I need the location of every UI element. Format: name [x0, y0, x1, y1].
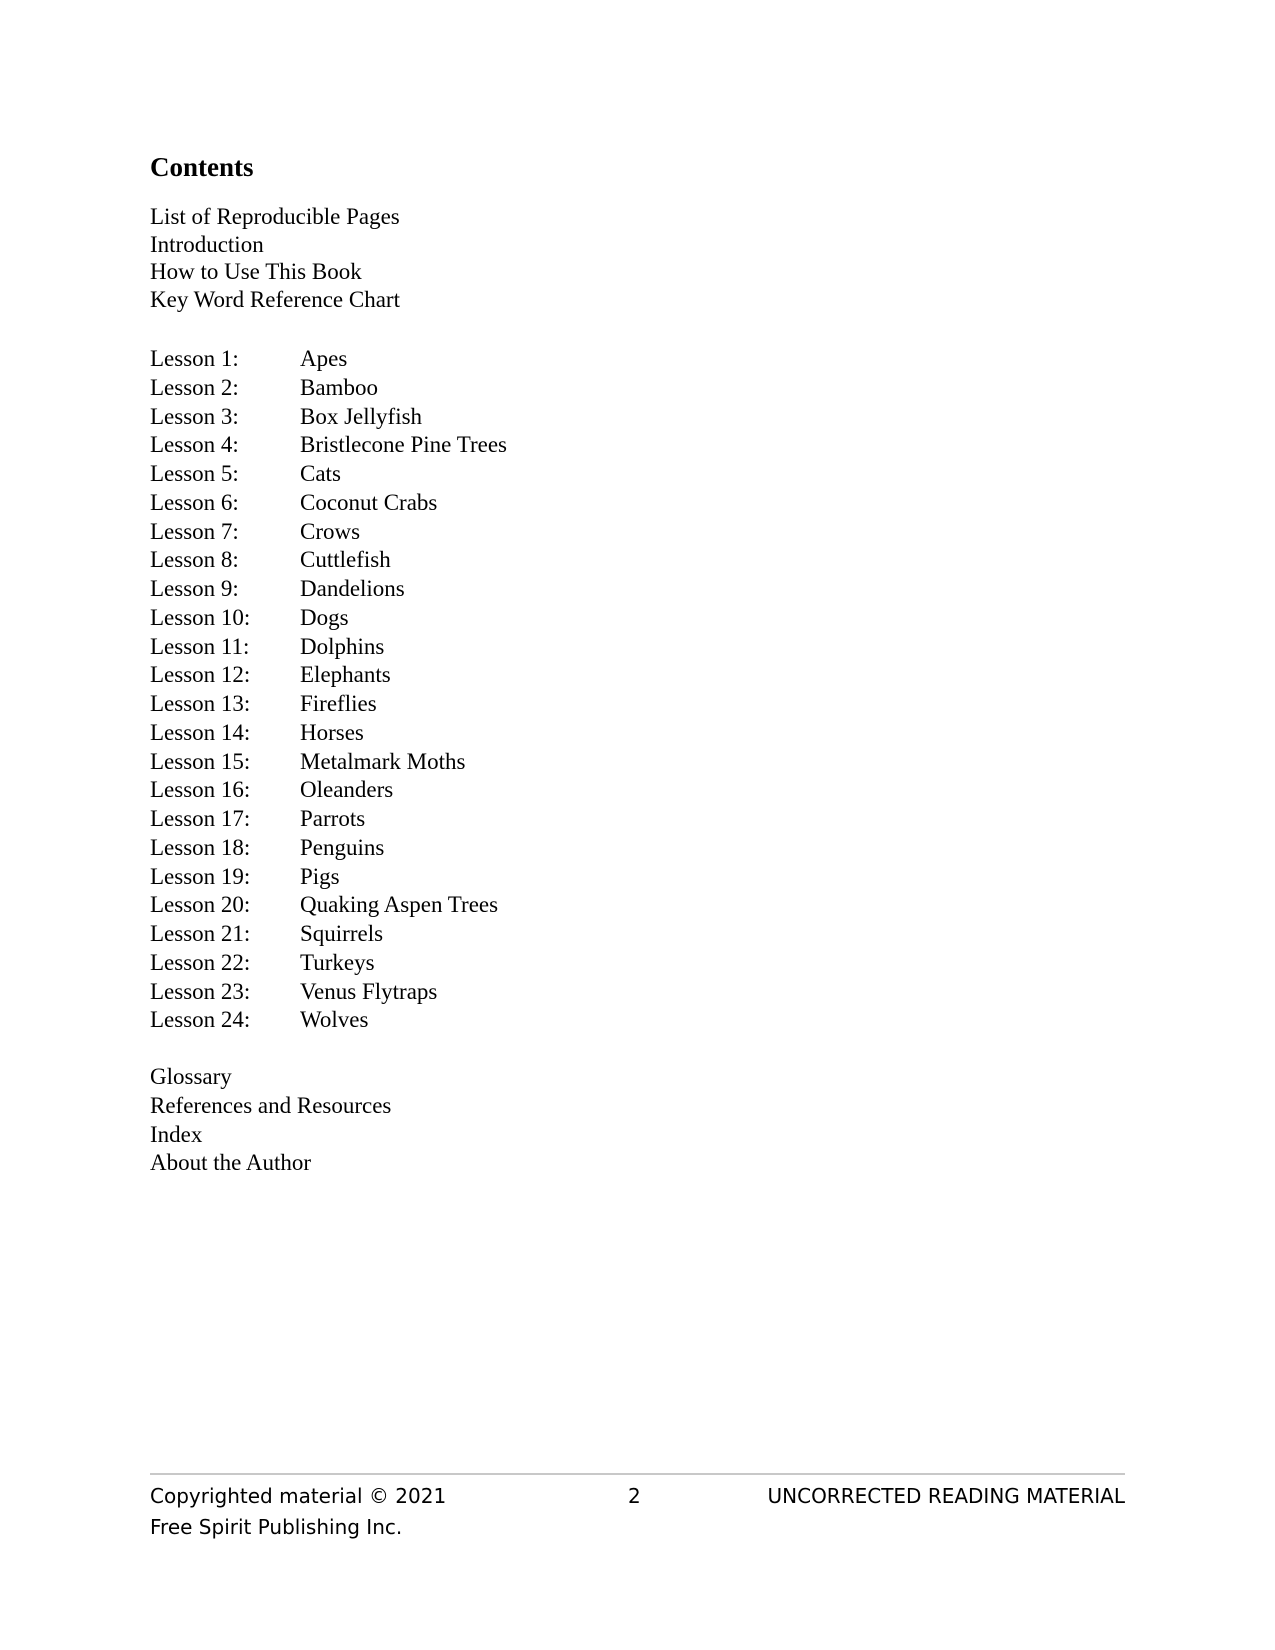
lesson-number: Lesson 12:	[150, 662, 251, 688]
lesson-title: Dogs	[300, 604, 349, 630]
lesson-title: Oleanders	[300, 777, 394, 803]
lesson-row	[150, 891, 507, 920]
lesson-row	[150, 748, 507, 777]
lesson-number: Lesson 19:	[150, 863, 251, 889]
lesson-row	[150, 719, 507, 748]
lesson-row	[150, 489, 507, 518]
lesson-row	[150, 431, 507, 460]
publisher-line: Free Spirit Publishing Inc.	[150, 1515, 403, 1539]
page-title: Contents	[150, 152, 254, 182]
lesson-number: Lesson 9:	[150, 576, 239, 601]
lesson-title: Metalmark Moths	[300, 748, 466, 774]
lesson-row	[150, 978, 507, 1007]
lesson-title: Apes	[300, 346, 348, 371]
back-matter-item: Index	[150, 1121, 203, 1147]
lesson-title: Bamboo	[300, 374, 378, 400]
lesson-row	[150, 690, 507, 719]
front-matter-item: Key Word Reference Chart	[150, 286, 400, 312]
lesson-number: Lesson 21:	[150, 921, 251, 946]
copyright-line: Copyrighted material © 2021	[150, 1484, 447, 1508]
lesson-title: Quaking Aspen Trees	[300, 892, 499, 918]
lesson-number: Lesson 3:	[150, 403, 239, 429]
lesson-number: Lesson 22:	[150, 949, 251, 975]
lesson-title: Pigs	[300, 863, 340, 889]
lesson-row	[150, 1006, 507, 1035]
lesson-row	[150, 460, 507, 489]
back-matter-item: Glossary	[150, 1064, 232, 1089]
lesson-number: Lesson 11:	[150, 633, 250, 659]
lesson-row	[150, 546, 507, 575]
lesson-row	[150, 374, 507, 403]
lesson-title: Wolves	[300, 1007, 369, 1033]
lesson-number: Lesson 4:	[150, 432, 239, 458]
lesson-number: Lesson 10:	[150, 604, 251, 630]
lesson-title: Parrots	[300, 806, 366, 831]
lesson-row	[150, 518, 507, 547]
lesson-title: Cuttlefish	[300, 547, 391, 573]
lesson-row	[150, 776, 507, 805]
lesson-title: Horses	[300, 719, 364, 745]
lesson-title: Fireflies	[300, 691, 377, 716]
lesson-title: Box Jellyfish	[300, 403, 423, 429]
lesson-number: Lesson 6:	[150, 489, 239, 515]
footer-divider	[150, 1473, 1125, 1475]
lessons-list	[150, 345, 507, 1035]
lesson-title: Coconut Crabs	[300, 489, 438, 515]
lesson-number: Lesson 20:	[150, 892, 251, 918]
back-matter-item: About the Author	[150, 1150, 311, 1176]
lesson-row	[150, 345, 507, 374]
lesson-title: Penguins	[300, 834, 385, 860]
back-matter-item: References and Resources	[150, 1092, 392, 1118]
lesson-title: Dandelions	[300, 576, 405, 601]
lesson-title: Dolphins	[300, 633, 385, 659]
front-matter-item: List of Reproducible Pages	[150, 204, 400, 229]
footer-notice: UNCORRECTED READING MATERIAL	[767, 1484, 1125, 1508]
lesson-row	[150, 661, 507, 690]
lesson-row	[150, 834, 507, 863]
front-matter-item: How to Use This Book	[150, 259, 362, 284]
page-number: 2	[628, 1484, 641, 1508]
lesson-number: Lesson 23:	[150, 978, 251, 1004]
lesson-title: Cats	[300, 461, 341, 486]
lesson-title: Squirrels	[300, 921, 384, 946]
lesson-number: Lesson 5:	[150, 461, 239, 486]
lesson-title: Elephants	[300, 662, 391, 688]
lesson-row	[150, 920, 507, 949]
lesson-title: Venus Flytraps	[300, 978, 438, 1004]
back-matter-list	[150, 1063, 391, 1178]
lesson-row	[150, 403, 507, 432]
lesson-number: Lesson 24:	[150, 1007, 251, 1033]
lesson-row	[150, 805, 507, 834]
lesson-row	[150, 633, 507, 662]
lesson-number: Lesson 2:	[150, 374, 239, 400]
lesson-row	[150, 604, 507, 633]
lesson-number: Lesson 13:	[150, 691, 251, 716]
lesson-title: Crows	[300, 518, 361, 544]
front-matter-item: Introduction	[150, 231, 264, 257]
lesson-number: Lesson 18:	[150, 834, 251, 860]
lesson-number: Lesson 7:	[150, 518, 239, 544]
lesson-number: Lesson 8:	[150, 547, 239, 573]
lesson-number: Lesson 17:	[150, 806, 251, 831]
lesson-title: Turkeys	[300, 949, 375, 975]
lesson-row	[150, 949, 507, 978]
lesson-row	[150, 575, 507, 604]
lesson-row	[150, 863, 507, 892]
front-matter-list	[150, 203, 400, 313]
lesson-title: Bristlecone Pine Trees	[300, 432, 507, 458]
lesson-number: Lesson 1:	[150, 346, 239, 371]
lesson-number: Lesson 15:	[150, 748, 251, 774]
lesson-number: Lesson 16:	[150, 777, 251, 803]
footer-copyright	[150, 1481, 446, 1543]
lesson-number: Lesson 14:	[150, 719, 251, 745]
